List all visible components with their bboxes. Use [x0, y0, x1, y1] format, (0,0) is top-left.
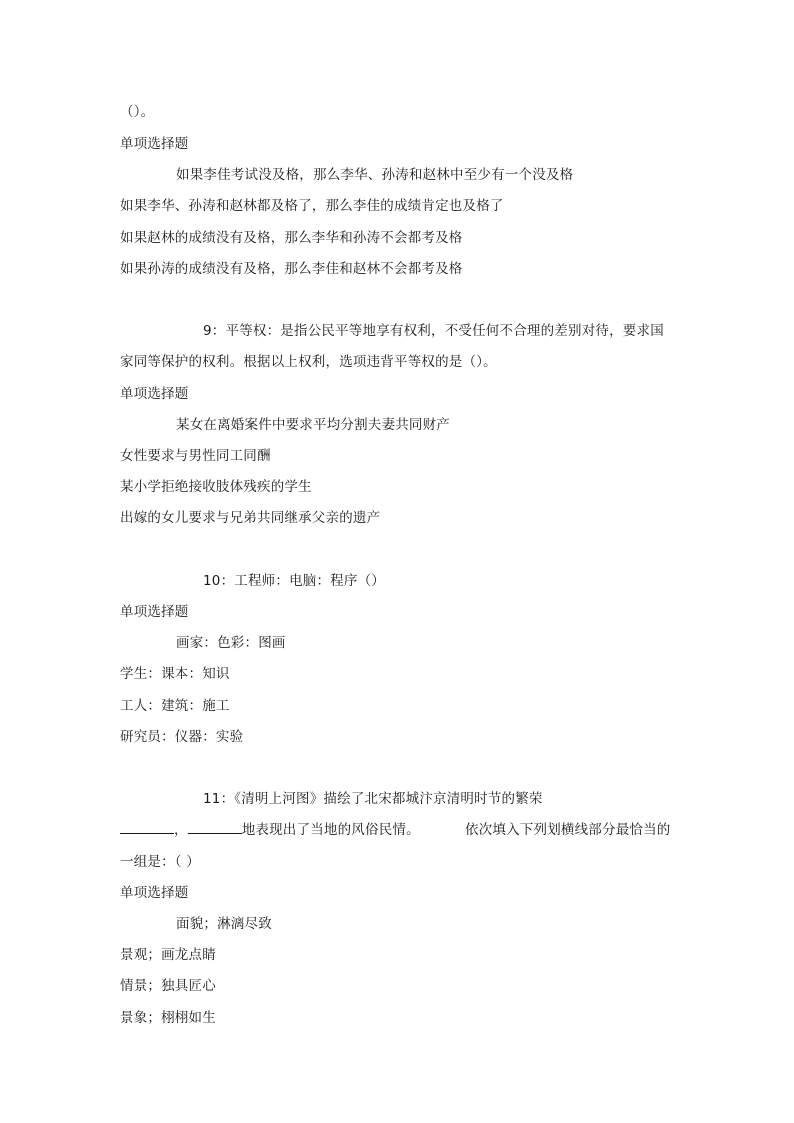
- fill-blank-1[interactable]: [120, 821, 174, 834]
- q11-option-a[interactable]: 面貌；淋漓尽致: [176, 916, 272, 932]
- q8-option-b[interactable]: 如果李华、孙涛和赵林都及格了，那么李佳的成绩肯定也及格了: [120, 198, 504, 214]
- q11-stem-line-2-mid: 地表现出了当地的风俗民情。: [241, 822, 420, 838]
- q10-option-c[interactable]: 工人：建筑：施工: [120, 698, 230, 714]
- q9-option-d[interactable]: 出嫁的女儿要求与兄弟共同继承父亲的遗产: [120, 510, 381, 526]
- q8-option-d[interactable]: 如果孙涛的成绩没有及格，那么李佳和赵林不会都考及格: [120, 261, 463, 277]
- q9-option-b[interactable]: 女性要求与男性同工同酬: [120, 448, 271, 464]
- q11-stem-line-2: [120, 821, 420, 839]
- q10-question-type: 单项选择题: [120, 604, 189, 620]
- q9-question-type: 单项选择题: [120, 386, 189, 402]
- q11-stem-line-1: 11：《清明上河图》描绘了北宋都城汴京清明时节的繁荣: [203, 791, 543, 807]
- q9-option-c[interactable]: 某小学拒绝接收肢体残疾的学生: [120, 479, 312, 495]
- q9-stem-line-1: 9：平等权：是指公民平等地享有权利，不受任何不合理的差别对待，要求国: [203, 323, 664, 339]
- q10-stem: 10：工程师：电脑：程序（）: [203, 573, 385, 589]
- q8-option-a[interactable]: 如果李佳考试没及格，那么李华、孙涛和赵林中至少有一个没及格: [176, 167, 574, 183]
- q11-option-d[interactable]: 景象；栩栩如生: [120, 1010, 216, 1026]
- q10-option-a[interactable]: 画家：色彩：图画: [176, 635, 286, 651]
- q11-option-c[interactable]: 情景；独具匠心: [120, 978, 216, 994]
- q11-blank-separator: ，: [174, 822, 188, 838]
- q8-option-c[interactable]: 如果赵林的成绩没有及格，那么李华和孙涛不会都考及格: [120, 230, 463, 246]
- fill-blank-2[interactable]: [188, 821, 242, 834]
- q11-option-b[interactable]: 景观；画龙点睛: [120, 947, 216, 963]
- q10-option-d[interactable]: 研究员：仪器：实验: [120, 729, 244, 745]
- q11-stem-line-3: 一组是：（ ）: [120, 854, 200, 870]
- q10-option-b[interactable]: 学生：课本：知识: [120, 666, 230, 682]
- q8-stem-tail: （）。: [120, 104, 155, 120]
- q9-option-a[interactable]: 某女在离婚案件中要求平均分割夫妻共同财产: [176, 417, 450, 433]
- q9-stem-line-2: 家同等保护的权利。根据以上权利，选项违背平等权的是（）。: [120, 354, 497, 370]
- q8-question-type: 单项选择题: [120, 136, 189, 152]
- q11-question-type: 单项选择题: [120, 885, 189, 901]
- q11-stem-line-2-end: 依次填入下列划横线部分最恰当的: [465, 822, 671, 838]
